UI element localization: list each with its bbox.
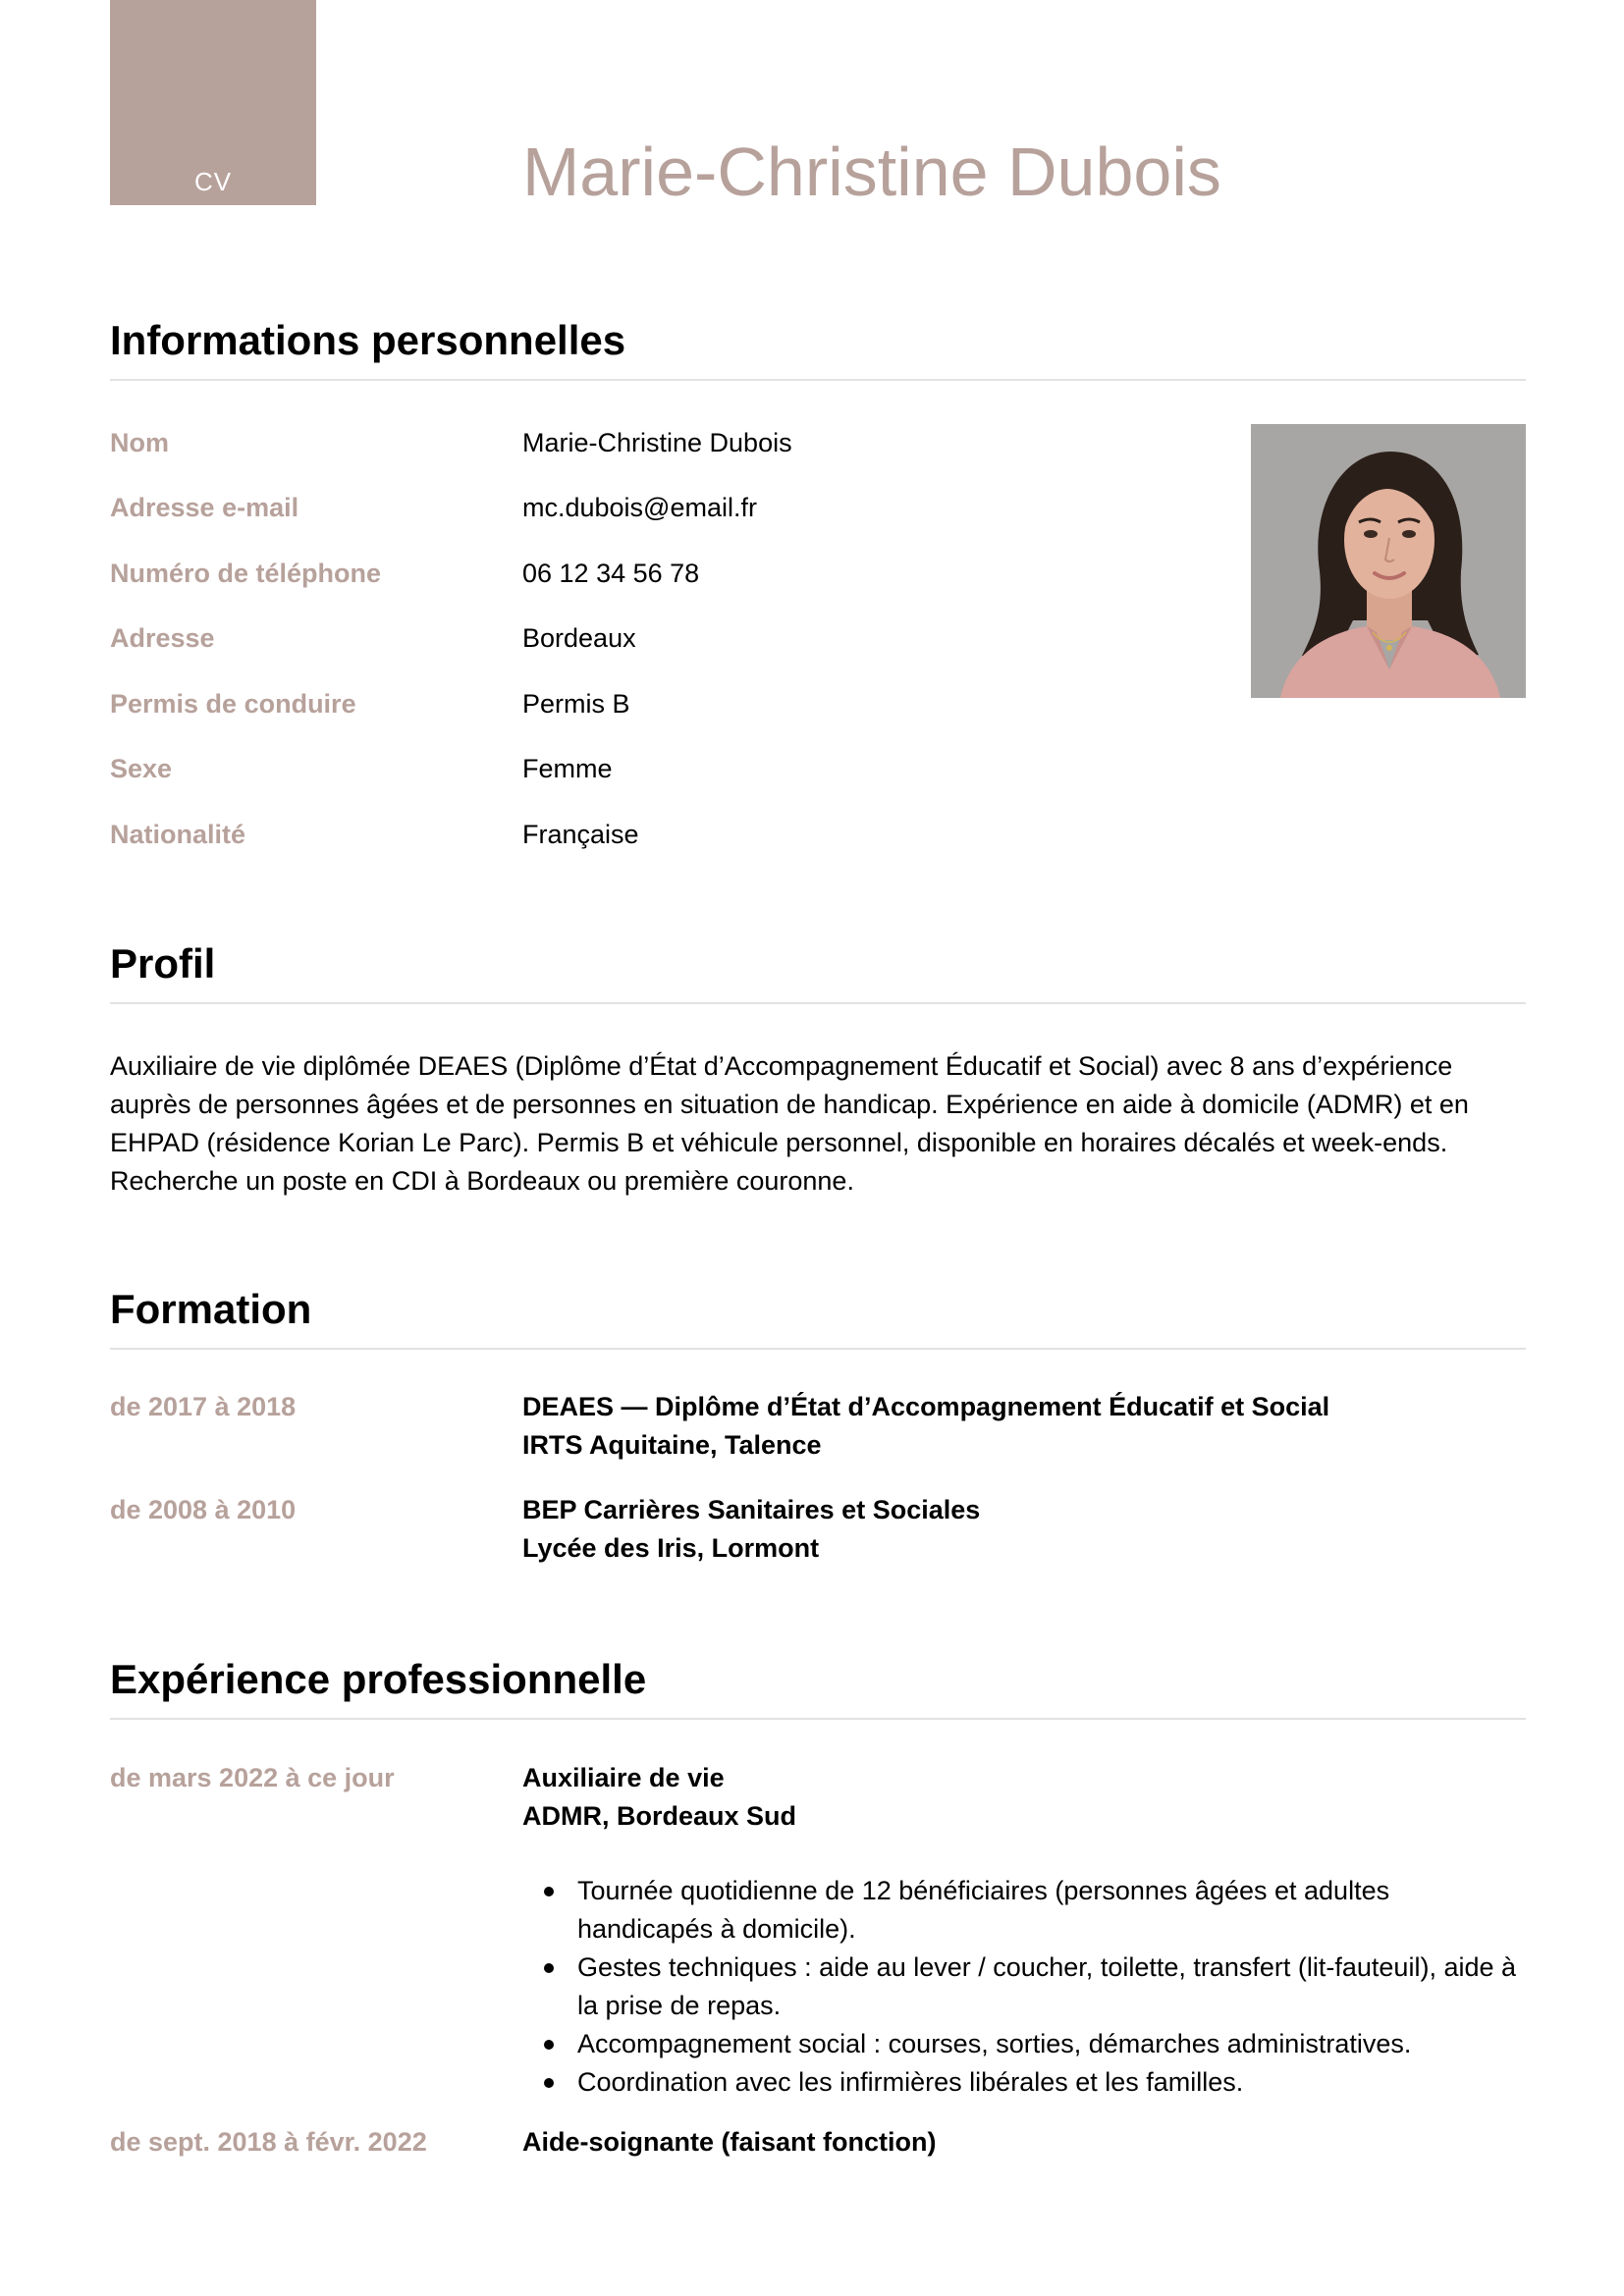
info-label: Permis de conduire <box>110 689 356 719</box>
info-value: 06 12 34 56 78 <box>522 559 700 588</box>
section-divider <box>110 1718 1526 1720</box>
section-divider <box>110 379 1526 381</box>
info-label: Nationalité <box>110 820 246 849</box>
profile-section <box>110 940 1526 1201</box>
profile-photo <box>1251 424 1526 698</box>
cv-badge <box>110 0 316 205</box>
entry-date: de mars 2022 à ce jour <box>110 1763 395 1792</box>
entry-employer: ADMR, Bordeaux Sud <box>522 1801 797 1831</box>
info-label: Adresse <box>110 623 215 653</box>
info-value: Femme <box>522 754 613 783</box>
bullet-text: Gestes techniques : aide au lever / coucher, toilette, transfert (lit-fauteuil), aide à la prise de repas. <box>577 1952 1517 2020</box>
entry-title: BEP Carrières Sanitaires et Sociales <box>522 1495 981 1524</box>
candidate-name-title: Marie-Christine Dubois <box>522 133 1221 210</box>
info-label: Nom <box>110 428 169 457</box>
entry-job-title: Aide-soignante (faisant fonction) <box>522 2127 937 2157</box>
bullet-icon <box>544 1963 554 1973</box>
info-value: Marie-Christine Dubois <box>522 428 792 457</box>
entry-date: de sept. 2018 à févr. 2022 <box>110 2127 427 2157</box>
education-section <box>110 1286 1526 1350</box>
experience-section <box>110 1656 1526 1720</box>
list-item <box>522 1949 1526 2025</box>
bullet-text: Coordination avec les infirmières libérales et les familles. <box>577 2067 1244 2097</box>
entry-institution: IRTS Aquitaine, Talence <box>522 1430 822 1460</box>
entry-detail <box>522 2123 1526 2162</box>
bullet-text: Tournée quotidienne de 12 bénéficiaires (personnes âgées et adultes handicapés à domicile). <box>577 1876 1390 1944</box>
entry-job-title: Auxiliaire de vie <box>522 1763 725 1792</box>
section-title-personal: Informations personnelles <box>110 317 626 363</box>
list-item <box>522 2025 1526 2063</box>
personal-info-section <box>110 317 1526 381</box>
section-divider <box>110 1348 1526 1350</box>
bullet-icon <box>544 2040 554 2050</box>
entry-detail <box>522 1388 1526 1465</box>
info-label: Numéro de téléphone <box>110 559 382 588</box>
entry-date: de 2017 à 2018 <box>110 1392 297 1421</box>
experience-bullets <box>522 1872 1526 2102</box>
entry-title: DEAES — Diplôme d’État d’Accompagnement Éducatif et Social <box>522 1392 1330 1421</box>
bullet-icon <box>544 1887 554 1896</box>
entry-detail <box>522 1759 1526 1836</box>
entry-detail <box>522 1491 1526 1568</box>
section-divider <box>110 1002 1526 1004</box>
profile-summary: Auxiliaire de vie diplômée DEAES (Diplôme d’État d’Accompagnement Éducatif et Social) avec 8 ans d’expérience auprès de personnes âgées et de personnes en situation de handicap. Expérience en aide à domicile (ADMR) et en EHPAD (résidence Korian Le Parc). Permis B et véhicule personnel, disponible en horaires décalés et week-ends. Recherche un poste en CDI à Bordeaux ou première couronne. <box>110 1051 1469 1196</box>
section-title-profile: Profil <box>110 940 216 987</box>
info-value: mc.dubois@email.fr <box>522 493 757 522</box>
info-value: Permis B <box>522 689 630 719</box>
info-value: Française <box>522 820 639 849</box>
info-label: Adresse e-mail <box>110 493 299 522</box>
section-title-education: Formation <box>110 1286 312 1332</box>
list-item <box>522 1872 1526 1949</box>
section-title-experience: Expérience professionnelle <box>110 1656 647 1702</box>
bullet-text: Accompagnement social : courses, sorties, démarches administratives. <box>577 2029 1412 2058</box>
entry-date: de 2008 à 2010 <box>110 1495 297 1524</box>
info-label: Sexe <box>110 754 173 783</box>
entry-institution: Lycée des Iris, Lormont <box>522 1533 820 1563</box>
list-item <box>522 2063 1526 2102</box>
cv-badge-label: CV <box>193 167 233 196</box>
info-value: Bordeaux <box>522 623 636 653</box>
bullet-icon <box>544 2078 554 2088</box>
